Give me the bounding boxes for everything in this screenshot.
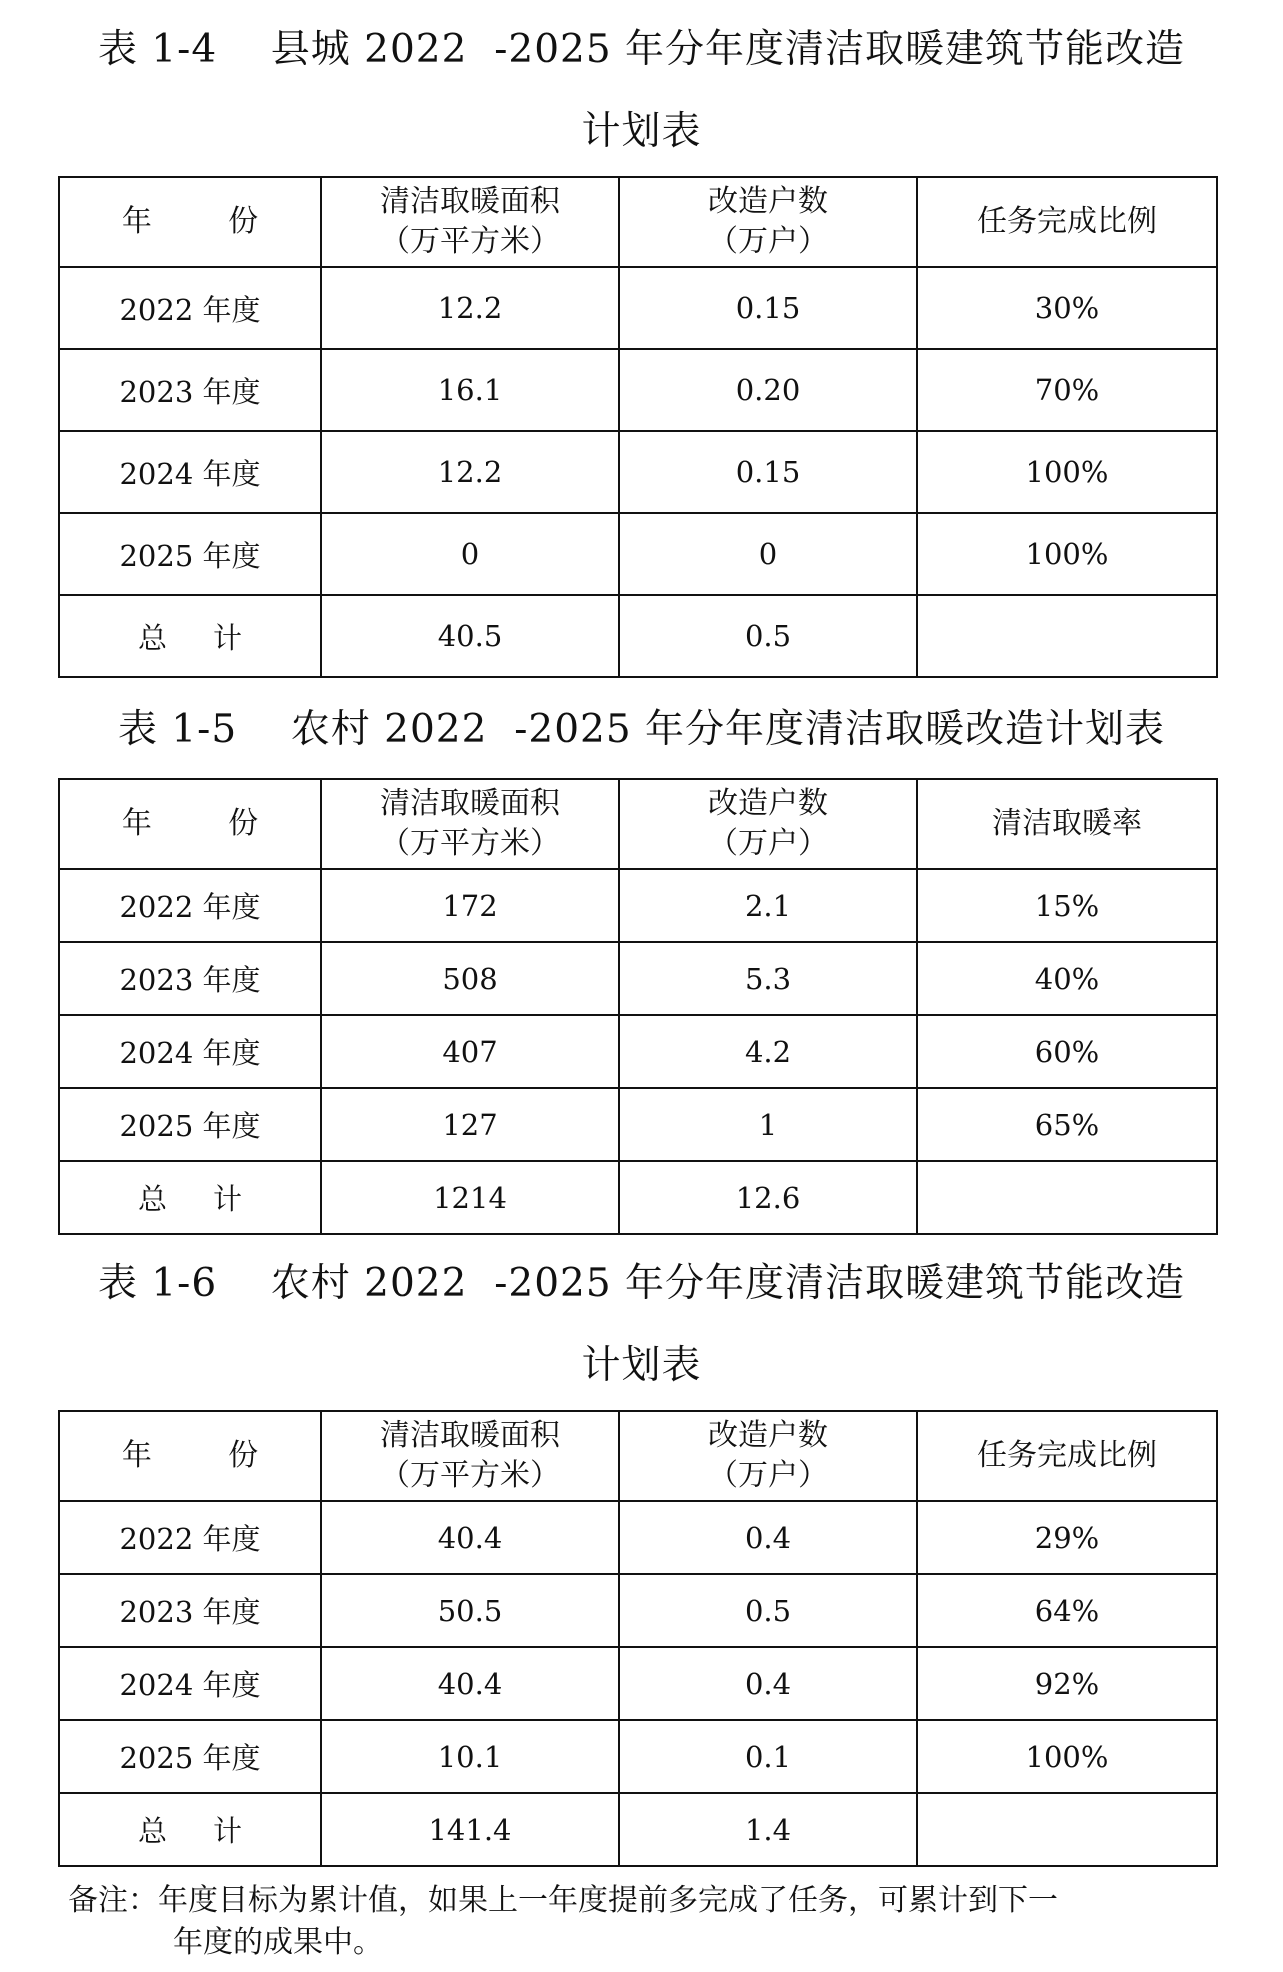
footnote-line2: 年度的成果中。 bbox=[173, 1925, 383, 1960]
table-1-5 bbox=[58, 778, 1218, 1235]
footnote-line1: 备注：年度目标为累计值，如果上一年度提前多完成了任务，可累计到下一 bbox=[68, 1883, 1058, 1918]
header-area-title: 清洁取暖面积 bbox=[380, 184, 560, 219]
header-households bbox=[619, 177, 917, 267]
cell-ratio: 92% bbox=[917, 1647, 1217, 1720]
cell-area: 508 bbox=[321, 942, 619, 1015]
header-area-title: 清洁取暖面积 bbox=[380, 1418, 560, 1453]
table-row bbox=[59, 1501, 1217, 1574]
header-area-unit: （万平方米） bbox=[380, 224, 560, 259]
cell-total-label: 总 计 bbox=[59, 1161, 321, 1234]
cell-area: 407 bbox=[321, 1015, 619, 1088]
cell-year: 2022 年度 bbox=[59, 869, 321, 942]
footnote bbox=[68, 1880, 1198, 1964]
cell-area: 10.1 bbox=[321, 1720, 619, 1793]
cell-households: 0.15 bbox=[619, 431, 917, 513]
cell-households: 0.5 bbox=[619, 1574, 917, 1647]
table-1-5-caption: 表 1-5 农村 2022 -2025 年分年度清洁取暖改造计划表 bbox=[117, 707, 1166, 752]
cell-year: 2023 年度 bbox=[59, 349, 321, 431]
table-total-row bbox=[59, 1793, 1217, 1866]
cell-total-ratio bbox=[917, 595, 1217, 677]
cell-ratio: 100% bbox=[917, 513, 1217, 595]
cell-year: 2023 年度 bbox=[59, 1574, 321, 1647]
table-1-4-caption-line2: 计划表 bbox=[581, 109, 702, 154]
table-row bbox=[59, 1015, 1217, 1088]
cell-ratio: 40% bbox=[917, 942, 1217, 1015]
cell-year: 2024 年度 bbox=[59, 431, 321, 513]
cell-ratio: 29% bbox=[917, 1501, 1217, 1574]
header-area bbox=[321, 779, 619, 869]
table-total-row bbox=[59, 595, 1217, 677]
header-completion-ratio: 任务完成比例 bbox=[917, 177, 1217, 267]
table-1-4-caption-line1: 表 1-4 县城 2022 -2025 年分年度清洁取暖建筑节能改造 bbox=[97, 27, 1186, 72]
table-1-6-caption-line1: 表 1-6 农村 2022 -2025 年分年度清洁取暖建筑节能改造 bbox=[97, 1261, 1186, 1306]
cell-area: 12.2 bbox=[321, 431, 619, 513]
cell-area: 40.4 bbox=[321, 1501, 619, 1574]
table-1-4 bbox=[58, 176, 1218, 678]
cell-year: 2025 年度 bbox=[59, 1088, 321, 1161]
cell-total-area: 1214 bbox=[321, 1161, 619, 1234]
header-year: 年 份 bbox=[59, 177, 321, 267]
cell-ratio: 70% bbox=[917, 349, 1217, 431]
cell-year: 2024 年度 bbox=[59, 1647, 321, 1720]
cell-ratio: 100% bbox=[917, 431, 1217, 513]
table-header-row bbox=[59, 779, 1217, 869]
cell-households: 2.1 bbox=[619, 869, 917, 942]
table-row bbox=[59, 267, 1217, 349]
table-header-row bbox=[59, 177, 1217, 267]
table-total-row bbox=[59, 1161, 1217, 1234]
header-households bbox=[619, 1411, 917, 1501]
cell-total-households: 12.6 bbox=[619, 1161, 917, 1234]
cell-year: 2024 年度 bbox=[59, 1015, 321, 1088]
cell-area: 50.5 bbox=[321, 1574, 619, 1647]
cell-households: 0.20 bbox=[619, 349, 917, 431]
table-row bbox=[59, 431, 1217, 513]
cell-total-households: 0.5 bbox=[619, 595, 917, 677]
cell-total-area: 40.5 bbox=[321, 595, 619, 677]
table-row bbox=[59, 1720, 1217, 1793]
header-households bbox=[619, 779, 917, 869]
cell-ratio: 65% bbox=[917, 1088, 1217, 1161]
cell-year: 2023 年度 bbox=[59, 942, 321, 1015]
header-area bbox=[321, 177, 619, 267]
table-row bbox=[59, 513, 1217, 595]
cell-total-label: 总 计 bbox=[59, 595, 321, 677]
table-header-row bbox=[59, 1411, 1217, 1501]
header-households-title: 改造户数 bbox=[708, 786, 828, 821]
cell-year: 2022 年度 bbox=[59, 267, 321, 349]
cell-ratio: 15% bbox=[917, 869, 1217, 942]
table-row bbox=[59, 942, 1217, 1015]
cell-households: 0.15 bbox=[619, 267, 917, 349]
cell-year: 2025 年度 bbox=[59, 513, 321, 595]
header-households-title: 改造户数 bbox=[708, 184, 828, 219]
cell-households: 0 bbox=[619, 513, 917, 595]
cell-year: 2022 年度 bbox=[59, 1501, 321, 1574]
cell-households: 0.4 bbox=[619, 1501, 917, 1574]
table-1-6-caption-line2: 计划表 bbox=[581, 1343, 702, 1388]
cell-area: 127 bbox=[321, 1088, 619, 1161]
cell-area: 16.1 bbox=[321, 349, 619, 431]
cell-households: 1 bbox=[619, 1088, 917, 1161]
cell-total-area: 141.4 bbox=[321, 1793, 619, 1866]
table-row bbox=[59, 1088, 1217, 1161]
header-year: 年 份 bbox=[59, 1411, 321, 1501]
cell-total-households: 1.4 bbox=[619, 1793, 917, 1866]
header-area-unit: （万平方米） bbox=[380, 826, 560, 861]
header-households-unit: （万户） bbox=[708, 1458, 828, 1493]
table-row bbox=[59, 869, 1217, 942]
header-households-title: 改造户数 bbox=[708, 1418, 828, 1453]
cell-year: 2025 年度 bbox=[59, 1720, 321, 1793]
header-area-title: 清洁取暖面积 bbox=[380, 786, 560, 821]
cell-total-ratio bbox=[917, 1793, 1217, 1866]
cell-total-ratio bbox=[917, 1161, 1217, 1234]
table-row bbox=[59, 349, 1217, 431]
cell-ratio: 30% bbox=[917, 267, 1217, 349]
cell-area: 40.4 bbox=[321, 1647, 619, 1720]
cell-households: 4.2 bbox=[619, 1015, 917, 1088]
cell-ratio: 60% bbox=[917, 1015, 1217, 1088]
cell-households: 0.1 bbox=[619, 1720, 917, 1793]
table-row bbox=[59, 1574, 1217, 1647]
cell-households: 5.3 bbox=[619, 942, 917, 1015]
table-1-6 bbox=[58, 1410, 1218, 1867]
header-heating-rate: 清洁取暖率 bbox=[917, 779, 1217, 869]
cell-households: 0.4 bbox=[619, 1647, 917, 1720]
header-year: 年 份 bbox=[59, 779, 321, 869]
cell-area: 172 bbox=[321, 869, 619, 942]
cell-area: 0 bbox=[321, 513, 619, 595]
header-area-unit: （万平方米） bbox=[380, 1458, 560, 1493]
cell-total-label: 总 计 bbox=[59, 1793, 321, 1866]
cell-ratio: 64% bbox=[917, 1574, 1217, 1647]
cell-ratio: 100% bbox=[917, 1720, 1217, 1793]
header-households-unit: （万户） bbox=[708, 826, 828, 861]
header-households-unit: （万户） bbox=[708, 224, 828, 259]
cell-area: 12.2 bbox=[321, 267, 619, 349]
header-area bbox=[321, 1411, 619, 1501]
table-row bbox=[59, 1647, 1217, 1720]
header-completion-ratio: 任务完成比例 bbox=[917, 1411, 1217, 1501]
